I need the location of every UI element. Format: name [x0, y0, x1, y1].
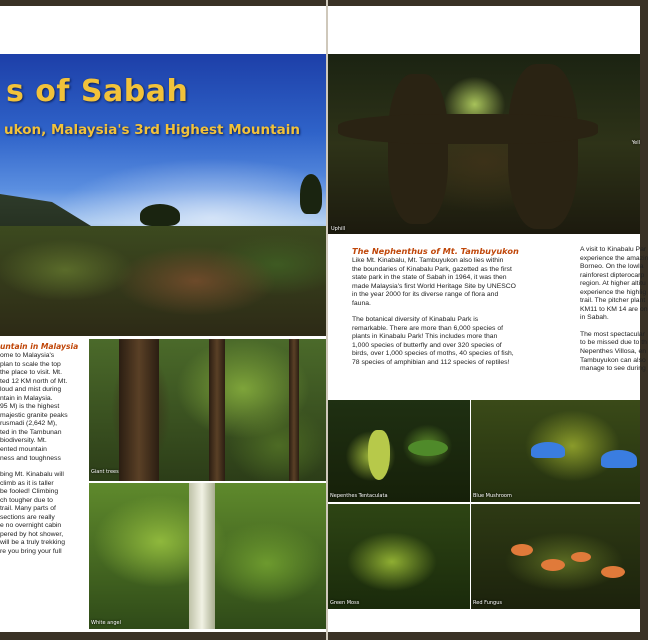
- text-line: trail. Many parts of: [0, 505, 56, 513]
- blue-mushroom-cap: [601, 450, 637, 468]
- caption-nepenthes: Nepenthes Tentaculata: [330, 493, 388, 499]
- text-line: made Malaysia's first World Heritage Site by UNESCO: [352, 282, 516, 290]
- text-line: 1,000 species of butterfly and over 320 species of: [352, 341, 502, 349]
- text-line: KM11 to KM 14 are on: [580, 305, 648, 313]
- text-line: in the year 2000 for its diverse range of flora and: [352, 291, 499, 299]
- text-line: will be a truly trekking: [0, 539, 65, 547]
- caption-white-angel: White angel: [91, 620, 121, 626]
- text-line: ted 12 KM north of Mt.: [0, 377, 68, 385]
- photo-nepenthes-tentaculata: [328, 400, 470, 502]
- left-section-heading: untain in Malaysia: [0, 342, 79, 351]
- text-line: experience the amazin: [580, 254, 648, 262]
- text-line: The most spectacular: [580, 330, 645, 338]
- text-line: birds, over 1,000 species of moths, 40 species of fish,: [352, 350, 514, 358]
- photo-uphill: [328, 54, 640, 234]
- text-line: to be missed due to th: [580, 339, 647, 347]
- tree-trunk: [119, 339, 159, 481]
- blue-mushroom-cap: [531, 442, 565, 458]
- right-page: [328, 6, 648, 632]
- left-paragraph-1: [0, 352, 88, 463]
- text-line: ness and toughness: [0, 454, 61, 462]
- text-line: the place to visit. Mt.: [0, 369, 62, 377]
- text-line: rainforest dipterocarp: [580, 271, 645, 279]
- fungus-cap: [511, 544, 533, 556]
- fungus-cap: [601, 566, 625, 578]
- text-line: the boundaries of Kinabalu Park, gazetted as the first: [352, 265, 512, 273]
- caption-giant-trees: Giant trees: [91, 469, 119, 475]
- text-line: The botanical diversity of Kinabalu Park is: [352, 316, 479, 324]
- tree-silhouette: [300, 174, 322, 214]
- left-page: [0, 6, 326, 632]
- text-line: manage to see during: [580, 365, 646, 373]
- caption-uphill: Uphill: [331, 226, 346, 232]
- text-line: 95 M) is the highest: [0, 403, 60, 411]
- text-line: biodiversity. Mt.: [0, 437, 47, 445]
- pitcher-plant: [368, 430, 390, 480]
- text-line: state park in the state of Sabah in 1964, it was then: [352, 274, 507, 282]
- text-line: rusmadi (2,642 M),: [0, 420, 58, 428]
- tree-trunk: [209, 339, 225, 481]
- text-line: remarkable. There are more than 6,000 species of: [352, 324, 503, 332]
- text-line: in Sabah.: [580, 314, 609, 322]
- tree-root: [388, 74, 448, 224]
- text-line: ted in the Tambunan: [0, 428, 62, 436]
- caption-green-moss: Green Moss: [330, 600, 360, 606]
- tree-silhouette: [140, 204, 180, 226]
- text-line: plants in Kinabalu Park! This includes more than: [352, 333, 498, 341]
- text-line: ntain in Malaysia.: [0, 394, 53, 402]
- leaf: [408, 440, 448, 456]
- fungus-cap: [541, 559, 565, 571]
- foreground-foliage: [0, 226, 326, 336]
- article-title: s of Sabah: [6, 74, 189, 109]
- text-line: e no overnight cabin: [0, 522, 62, 530]
- text-line: sections are really: [0, 513, 55, 521]
- text-line: Nepenthes Villosa, en: [580, 348, 647, 356]
- text-line: Borneo. On the lowla: [580, 263, 644, 271]
- right-paragraph-3: [580, 246, 648, 323]
- text-line: 78 species of amphibian and 112 species of reptiles!: [352, 359, 510, 367]
- photo-green-moss: [328, 504, 470, 609]
- hero-photo-mountain-view: [0, 54, 326, 336]
- text-line: ome to Malaysia's: [0, 352, 55, 359]
- caption-blue-mushroom: Blue Mushroom: [473, 493, 512, 499]
- text-line: region. At higher altitu: [580, 280, 646, 288]
- text-line: pered by hot shower,: [0, 530, 64, 538]
- text-line: ented mountain: [0, 446, 47, 454]
- tree-root: [508, 64, 578, 229]
- tree-trunk: [189, 483, 215, 629]
- article-subtitle: ukon, Malaysia's 3rd Highest Mountain: [4, 122, 300, 138]
- text-line: Like Mt. Kinabalu, Mt. Tambuyukon also lies within: [352, 257, 504, 264]
- right-paragraph-1: [352, 257, 576, 308]
- text-line: experience the highlig: [580, 288, 647, 296]
- text-line: re you bring your full: [0, 548, 62, 556]
- right-text-column-1: [352, 246, 576, 368]
- caption-red-fungus: Red Fungus: [473, 600, 502, 606]
- text-line: climb as it is taller: [0, 479, 54, 487]
- right-section-heading: The Nephenthus of Mt. Tambuyukon: [352, 246, 519, 256]
- text-line: fauna.: [352, 299, 371, 307]
- photo-giant-trees: [89, 339, 326, 481]
- caption-uphill-right: Yell: [631, 140, 640, 146]
- tree-root: [338, 114, 598, 144]
- text-line: A visit to Kinabalu Par: [580, 246, 647, 253]
- fungus-cap: [571, 552, 591, 562]
- tree-trunk: [289, 339, 299, 481]
- text-line: majestic granite peaks: [0, 411, 68, 419]
- photo-white-angel: [89, 483, 326, 629]
- text-line: loud and mist during: [0, 386, 62, 394]
- text-line: ch tougher due to: [0, 496, 53, 504]
- left-text-column: [0, 342, 88, 557]
- photo-blue-mushroom: [471, 400, 640, 502]
- left-paragraph-2: [0, 471, 88, 556]
- text-line: trail. The pitcher plant: [580, 297, 646, 305]
- right-paragraph-2: [352, 316, 576, 367]
- photo-red-fungus: [471, 504, 640, 609]
- right-paragraph-4: [580, 330, 647, 374]
- right-text-column-2: [580, 246, 648, 374]
- text-line: be fooled! Climbing: [0, 488, 59, 496]
- text-line: plan to scale the top: [0, 360, 61, 368]
- text-line: bing Mt. Kinabalu will: [0, 471, 64, 479]
- text-line: Tambuyukon can also: [580, 356, 646, 364]
